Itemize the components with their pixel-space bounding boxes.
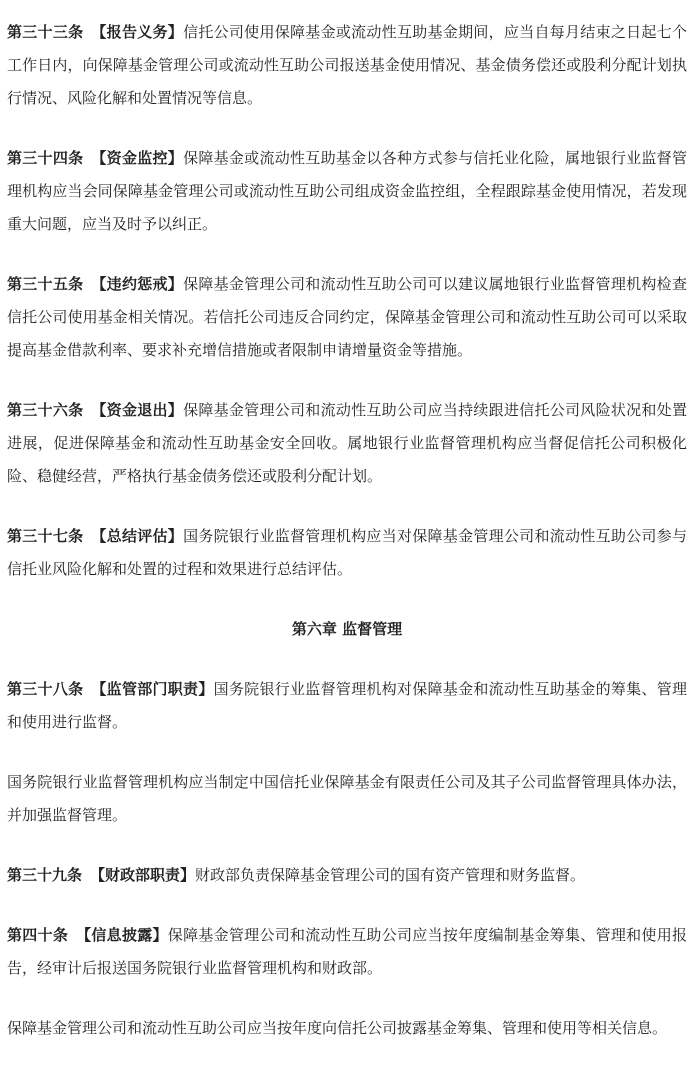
- article-33: [7, 16, 687, 115]
- article-text: 保障基金管理公司和流动性互助公司应当按年度编制基金筹集、管理和使用报告，经审计后报送国务院银行业监督管理机构和财政部。: [7, 926, 687, 977]
- article-38: [7, 673, 687, 739]
- article-number: 第三十九条: [7, 866, 83, 884]
- article-38-paragraph-2: [7, 766, 687, 832]
- article-heading: 【违约惩戒】: [91, 275, 184, 293]
- article-35: [7, 268, 687, 367]
- article-number: 第四十条: [7, 926, 69, 944]
- article-37: [7, 520, 687, 586]
- article-text: 保障基金管理公司和流动性互助公司可以建议属地银行业监督管理机构检查信托公司使用基金相关情况。若信托公司违反合同约定，保障基金管理公司和流动性互助公司可以采取提高基金借款利率、要求补充增信措施或者限制申请增量资金等措施。: [7, 275, 687, 359]
- article-36: [7, 394, 687, 493]
- article-heading: 【监管部门职责】: [91, 680, 214, 698]
- article-number: 第三十三条: [7, 23, 84, 41]
- article-heading: 【资金退出】: [91, 401, 184, 419]
- article-text: 国务院银行业监督管理机构应当对保障基金管理公司和流动性互助公司参与信托业风险化解和处置的过程和效果进行总结评估。: [7, 527, 687, 578]
- article-number: 第三十七条: [7, 527, 84, 545]
- article-40: [7, 919, 687, 985]
- article-heading: 【报告义务】: [91, 23, 184, 41]
- article-heading: 【财政部职责】: [90, 866, 196, 884]
- article-number: 第三十六条: [7, 401, 84, 419]
- article-39: [7, 859, 687, 892]
- article-text: 国务院银行业监督管理机构应当制定中国信托业保障基金有限责任公司及其子公司监督管理具体办法，并加强监督管理。: [7, 773, 687, 824]
- document-body: [7, 16, 687, 1072]
- article-number: 第三十八条: [7, 680, 84, 698]
- article-heading: 【资金监控】: [91, 149, 184, 167]
- article-heading: 【总结评估】: [91, 527, 184, 545]
- article-40-paragraph-2: [7, 1012, 687, 1045]
- article-text: 国务院银行业监督管理机构对保障基金和流动性互助基金的筹集、管理和使用进行监督。: [7, 680, 687, 731]
- article-number: 第三十四条: [7, 149, 84, 167]
- article-text: 信托公司使用保障基金或流动性互助基金期间，应当自每月结束之日起七个工作日内，向保障基金管理公司或流动性互助公司报送基金使用情况、基金债务偿还或股利分配计划执行情况、风险化解和处置情况等信息。: [7, 23, 687, 107]
- article-text: 保障基金管理公司和流动性互助公司应当按年度向信托公司披露基金筹集、管理和使用等相关信息。: [7, 1019, 668, 1037]
- article-heading: 【信息披露】: [76, 926, 168, 944]
- article-text: 保障基金管理公司和流动性互助公司应当持续跟进信托公司风险状况和处置进展，促进保障基金和流动性互助基金安全回收。属地银行业监督管理机构应当督促信托公司积极化险、稳健经营，严格执行基金债务偿还或股利分配计划。: [7, 401, 687, 485]
- article-number: 第三十五条: [7, 275, 84, 293]
- article-text: 财政部负责保障基金管理公司的国有资产管理和财务监督。: [195, 866, 586, 884]
- chapter-title: 第六章 监督管理: [291, 620, 403, 638]
- article-text: 保障基金或流动性互助基金以各种方式参与信托业化险，属地银行业监督管理机构应当会同保障基金管理公司或流动性互助公司组成资金监控组，全程跟踪基金使用情况，若发现重大问题，应当及时予以纠正。: [7, 149, 687, 233]
- article-34: [7, 142, 687, 241]
